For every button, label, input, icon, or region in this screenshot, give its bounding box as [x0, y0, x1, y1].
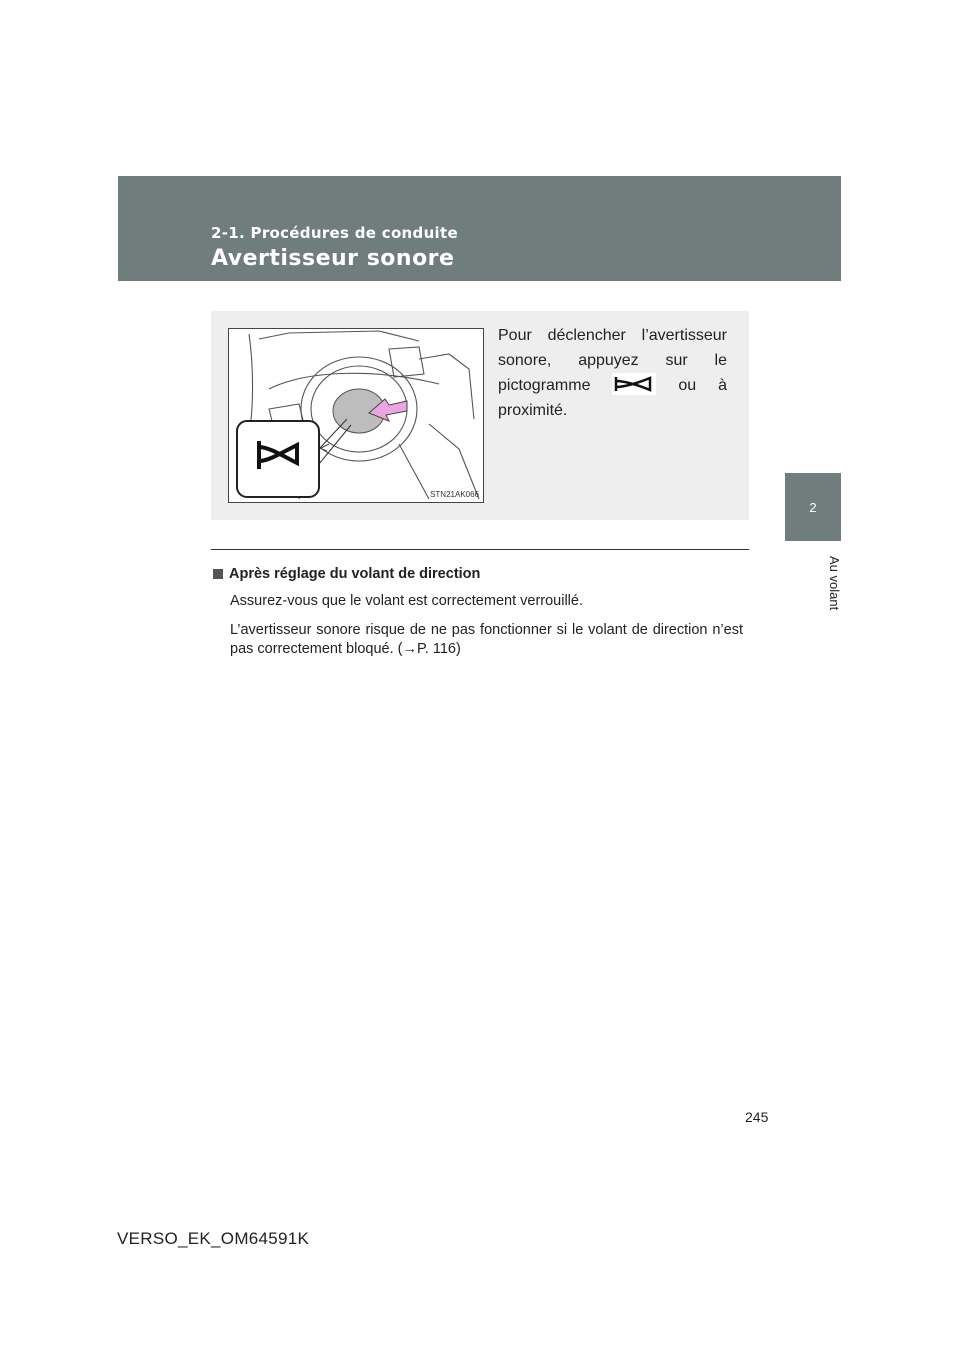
note-paragraph-1: Assurez-vous que le volant est correctement verrouillé.: [230, 593, 583, 609]
horn-instruction: [498, 323, 727, 423]
square-bullet-icon: [213, 569, 223, 579]
steering-wheel-drawing: [229, 329, 484, 503]
header-band: [118, 176, 841, 281]
instruction-line-2: sonore, appuyez sur le: [498, 352, 727, 369]
instruction-word-ou-a: ou à: [678, 377, 727, 394]
instruction-line-1: Pour déclencher l’avertisseur: [498, 327, 727, 344]
note-paragraph-2: L’avertisseur sonore risque de ne pas fonctionner si le volant de direction n’est pas correctement bloqué. (→P. 116): [230, 622, 743, 657]
chapter-label: Au volant: [827, 555, 842, 611]
note-block: [213, 566, 743, 669]
steering-wheel-illustration: [228, 328, 484, 503]
instruction-line-4: proximité.: [498, 402, 568, 419]
illustration-panel: [211, 311, 749, 520]
chapter-number: 2: [809, 499, 817, 515]
chapter-tab: [785, 473, 841, 541]
instruction-word-pictogramme: pictogramme: [498, 377, 591, 394]
note-heading: [213, 566, 743, 582]
instruction-line-3: [498, 373, 727, 398]
section-divider: [211, 549, 749, 550]
section-label: 2-1. Procédures de conduite: [211, 224, 458, 242]
page-number: 245: [745, 1109, 769, 1125]
document-code: VERSO_EK_OM64591K: [117, 1229, 310, 1248]
horn-callout-box: [237, 421, 319, 497]
illustration-code: STN21AK066: [430, 490, 479, 499]
page-title: Avertisseur sonore: [211, 246, 455, 271]
horn-pictogram-icon: [612, 373, 656, 395]
note-heading-text: Après réglage du volant de direction: [229, 566, 481, 582]
